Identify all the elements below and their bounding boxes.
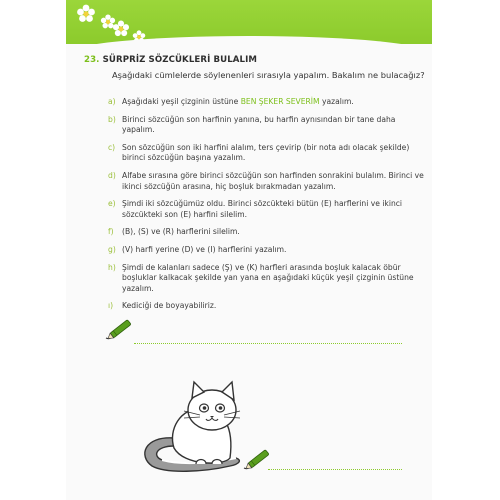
exercise-number: 23. xyxy=(84,55,100,65)
item-letter: b) xyxy=(108,114,116,124)
green-header-band xyxy=(66,0,432,44)
instruction-item xyxy=(108,115,428,136)
instruction-item xyxy=(108,199,428,220)
instruction-item xyxy=(108,97,428,108)
item-letter: d) xyxy=(108,170,116,180)
cat-drawing xyxy=(134,378,254,474)
worksheet-page xyxy=(66,0,432,500)
item-text: (B), (S) ve (R) harflerini silelim. xyxy=(122,227,240,237)
instruction-item xyxy=(108,227,428,238)
item-text: Birinci sözcüğün son harfinin yanına, bu harfin aynısından bir tane daha yapalım. xyxy=(122,114,396,135)
item-text: Şimdi iki sözcüğümüz oldu. Birinci sözcükteki bütün (E) harflerini ve ikinci sözcükteki son (E) harfini silelim. xyxy=(122,199,403,219)
instruction-intro: Aşağıdaki cümlelerde söylenenleri sırasıyla yapalım. Bakalım ne bulacağız? xyxy=(112,70,425,80)
item-text xyxy=(122,97,428,108)
exercise-title: SÜRPRİZ SÖZCÜKLERİ BULALIM xyxy=(102,55,258,65)
flower-icon xyxy=(132,30,146,44)
instruction-list xyxy=(108,97,428,319)
exercise-heading xyxy=(84,55,257,65)
item-text: Kediciği de boyayabiliriz. xyxy=(122,301,217,311)
answer-line-1[interactable] xyxy=(134,343,402,344)
item-text-part: yazalım. xyxy=(319,97,354,106)
item-text-part: Aşağıdaki yeşil çizginin üstüne xyxy=(122,97,241,106)
item-text: Son sözcüğün son iki harfini alalım, ters çevirip (bir nota adı olacak şekilde) birinci sözcüğün başına yazalım. xyxy=(122,142,410,163)
flower-icon xyxy=(112,20,130,38)
item-letter: e) xyxy=(108,199,116,209)
instruction-item xyxy=(108,263,428,295)
item-letter: a) xyxy=(108,97,116,106)
highlighted-phrase: BEN ŞEKER SEVERİM xyxy=(240,97,320,106)
instruction-item xyxy=(108,245,428,256)
pen-icon xyxy=(102,316,136,344)
item-letter: h) xyxy=(108,262,116,272)
item-text: Şimdi de kalanları sadece (Ş) ve (K) harfleri arasında boşluk kalacak öbür boşluklar kalkacak şekilde yan yana en aşağıdaki küçük yeşil çizginin üstüne yazalım. xyxy=(122,262,414,293)
instruction-item xyxy=(108,301,428,312)
item-text: Alfabe sırasına göre birinci sözcüğün son harfinden sonrakini bulalım. Birinci ve ikinci sözcüğün arasına, hiç boşluk bırakmadan yazalım. xyxy=(122,170,424,191)
item-letter: f) xyxy=(108,227,114,237)
instruction-item xyxy=(108,143,428,164)
item-letter: ı) xyxy=(108,301,114,311)
item-letter: c) xyxy=(108,142,116,152)
item-letter: g) xyxy=(108,244,116,254)
flower-icon xyxy=(76,4,96,24)
answer-line-2[interactable] xyxy=(268,469,402,470)
item-text: (V) harfi yerine (D) ve (I) harflerini yazalım. xyxy=(122,244,287,254)
instruction-item xyxy=(108,171,428,192)
